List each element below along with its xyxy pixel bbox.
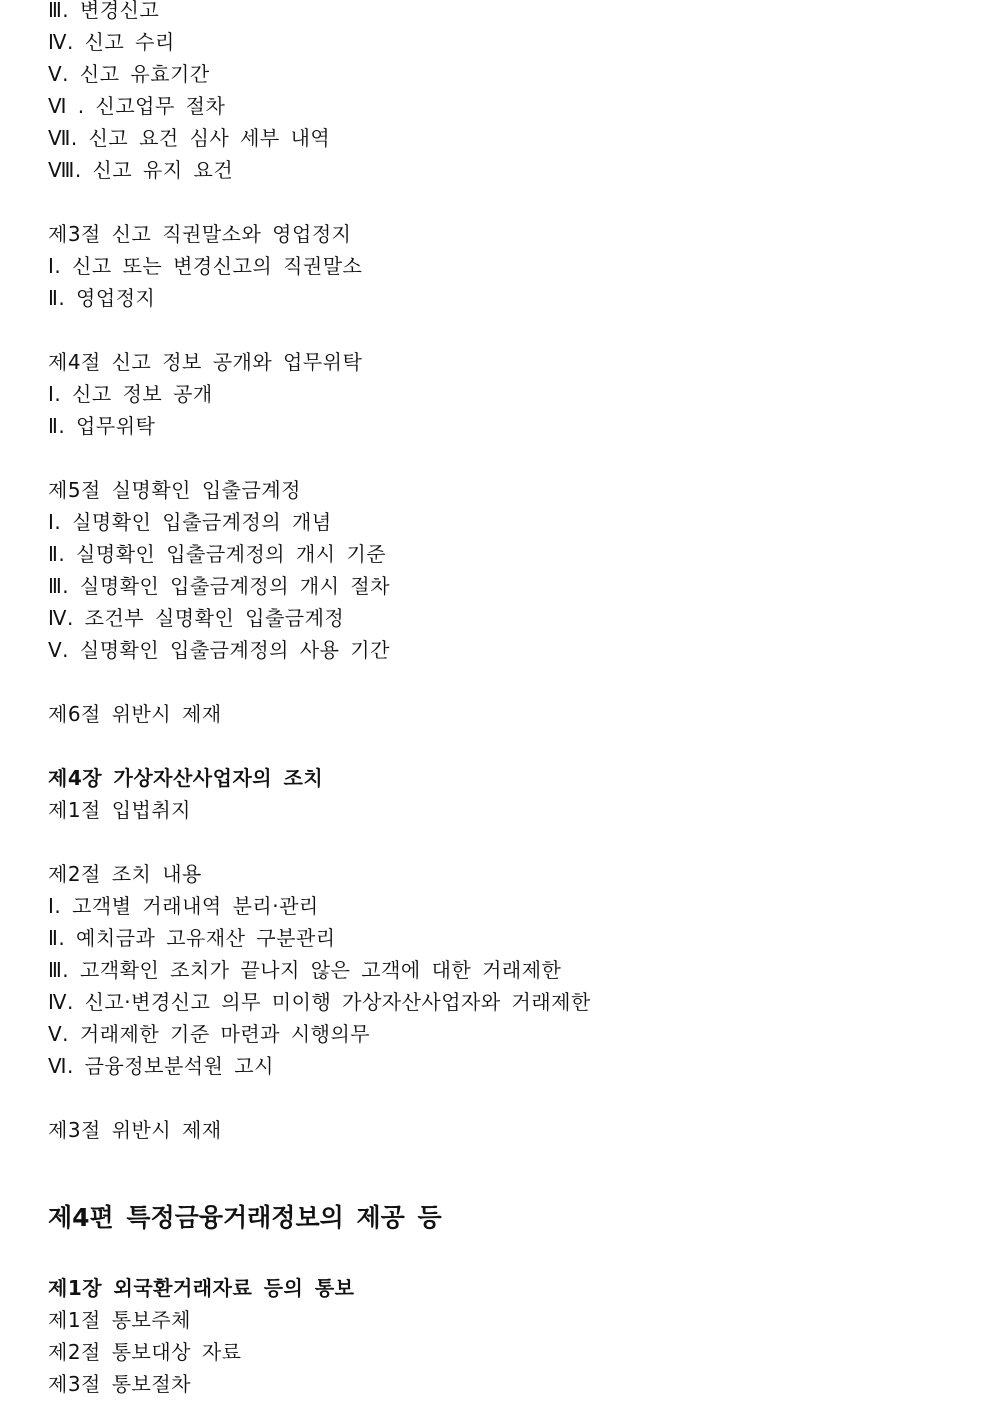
spacer: [48, 826, 968, 858]
toc-item: Ⅴ. 거래제한 기준 마련과 시행의무: [48, 1022, 371, 1046]
spacer: [48, 442, 968, 474]
spacer: [48, 666, 968, 698]
section-heading: 제2절 조치 내용: [48, 862, 202, 886]
spacer: [48, 186, 968, 218]
toc-item: Ⅱ. 업무위탁: [48, 414, 156, 438]
toc-item: Ⅳ. 조건부 실명확인 입출금계정: [48, 606, 345, 630]
chapter-heading: 제4장 가상자산사업자의 조치: [48, 766, 324, 790]
spacer: [48, 1146, 968, 1198]
section-heading: 제1절 입법취지: [48, 798, 192, 822]
toc-item: Ⅴ. 실명확인 입출금계정의 사용 기간: [48, 638, 390, 662]
toc-item: Ⅰ. 실명확인 입출금계정의 개념: [48, 510, 332, 534]
toc-item: Ⅳ. 신고·변경신고 의무 미이행 가상자산사업자와 거래제한: [48, 990, 591, 1014]
document-body: [48, 0, 968, 1400]
toc-item: Ⅳ. 신고 수리: [48, 30, 175, 54]
part-heading: 제4편 특정금융거래정보의 제공 등: [48, 1203, 442, 1232]
toc-item: Ⅱ. 실명확인 입출금계정의 개시 기준: [48, 542, 387, 566]
section-heading: 제6절 위반시 제재: [48, 702, 222, 726]
toc-item: Ⅰ. 신고 또는 변경신고의 직권말소: [48, 254, 363, 278]
toc-item: Ⅲ. 실명확인 입출금계정의 개시 절차: [48, 574, 391, 598]
spacer: [48, 730, 968, 762]
chapter-heading: 제1장 외국환거래자료 등의 통보: [48, 1276, 355, 1300]
toc-item: Ⅱ. 예치금과 고유재산 구분관리: [48, 926, 336, 950]
section-heading: 제3절 신고 직권말소와 영업정지: [48, 222, 352, 246]
toc-item: Ⅲ. 변경신고: [48, 0, 160, 22]
spacer: [48, 1238, 968, 1272]
toc-item: Ⅵ. 금융정보분석원 고시: [48, 1054, 274, 1078]
toc-item: Ⅲ. 고객확인 조치가 끝나지 않은 고객에 대한 거래제한: [48, 958, 562, 982]
toc-item: Ⅰ. 고객별 거래내역 분리·관리: [48, 894, 319, 918]
toc-item: Ⅰ. 신고 정보 공개: [48, 382, 213, 406]
toc-item: Ⅱ. 영업정지: [48, 286, 156, 310]
section-heading: 제3절 위반시 제재: [48, 1118, 222, 1142]
section-heading: 제4절 신고 정보 공개와 업무위탁: [48, 350, 363, 374]
section-heading: 제5절 실명확인 입출금계정: [48, 478, 301, 502]
toc-item: Ⅵ . 신고업무 절차: [48, 94, 226, 118]
section-heading: 제1절 통보주체: [48, 1308, 192, 1332]
toc-item: Ⅴ. 신고 유효기간: [48, 62, 210, 86]
spacer: [48, 1082, 968, 1114]
toc-item: Ⅷ. 신고 유지 요건: [48, 158, 234, 182]
toc-item: Ⅶ. 신고 요건 심사 세부 내역: [48, 126, 331, 150]
section-heading: 제2절 통보대상 자료: [48, 1340, 242, 1364]
spacer: [48, 314, 968, 346]
section-heading: 제3절 통보절차: [48, 1372, 192, 1396]
